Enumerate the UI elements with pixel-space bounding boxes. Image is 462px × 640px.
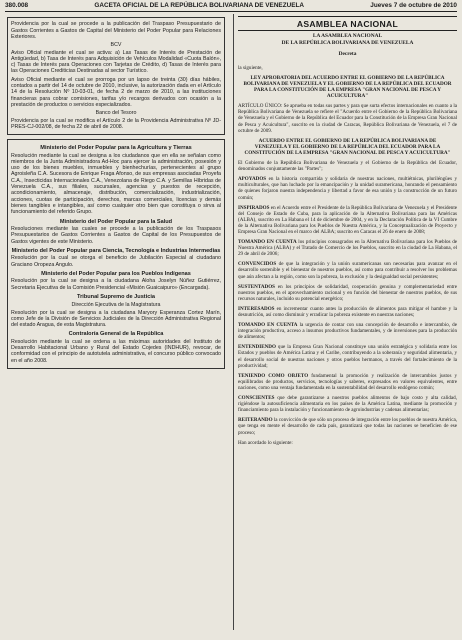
recital-text: en el Acuerdo entre el Presidente de la República Bolivariana de Venezuela y el Presidente del Consejo de Estado de Cuba, para la aplicación de la Alternativa Bolivariana para las Américas (ALBA), suscrito en La Habana el 14 de diciembre de 2004, y en la Declaración Política de la VI Cumbre de la Alternativa Bolivariana para los Pueblos de Nuestra América, y la Conceptualización de Proyecto y Empresa Gran Nacional en el marco del ALBA; suscrito en Caracas el 26 de enero de 2008; bbox=[238, 204, 457, 235]
decreta-label: Decreta bbox=[338, 50, 357, 57]
issue-date: Jueves 7 de octubre de 2010 bbox=[370, 2, 457, 9]
agreement-title: ACUERDO ENTRE EL GOBIERNO DE LA REPÚBLICA BOLIVARIANA DE VENEZUELA Y EL GOBIERNO DE LA REPÚBLICA DEL ECUADOR PARA LA CONSTITUCIÓN DE LA EMPRESA "GRAN NACIONAL DE PESCA Y ACUICULTURA" bbox=[244, 137, 451, 156]
summary-item: Resoluciones mediante las cuales se procede a la publicación de los Traspasos Presupuestarios de Gastos Corrientes a Gastos de Capital de los Presupuestos de Gastos vigentes de este Ministerio. bbox=[11, 225, 221, 245]
recital-paragraph bbox=[238, 395, 457, 413]
recital-paragraph bbox=[238, 261, 457, 279]
law-column bbox=[233, 14, 457, 630]
summary-item: Aviso Oficial mediante el cual se activa: a) Las Tasas de Interés de Prestación de Antigüedad, b) Tasa de Interés para Adquisición de Vehículos Modalidad «Cuota Balón», c) Tasas de Interés para Operaciones con Tarjetas de Crédito, d) Tasas de Interés para las Operaciones Crediticias Destinadas al sector Turístico. bbox=[11, 49, 221, 75]
section-title-banco-tesoro: Banco del Tesoro bbox=[95, 110, 137, 117]
gazette-title: GACETA OFICIAL DE LA REPÚBLICA BOLIVARIANA DE VENEZUELA bbox=[94, 2, 304, 9]
ministry-heading: Contraloría General de la República bbox=[68, 331, 164, 338]
ministry-heading: Ministerio del Poder Popular para los Pueblos Indígenas bbox=[41, 270, 191, 277]
ministry-heading: Tribunal Supremo de Justicia bbox=[76, 293, 156, 300]
recital-text: la convicción de que sólo un proceso de integración entre los pueblos de nuestra América, que tenga en mente el desarrollo de cada país, garantizará que todas las naciones se beneficien de ese proceso; bbox=[238, 417, 457, 436]
recital-lead: CONVENCIDOS bbox=[238, 261, 277, 268]
recital-text: que la Empresa Gran Nacional constituye una unión estratégica y solidaria entre los Estados y pueblos de América Latina y el Caribe, contribuyendo a la soberanía y seguridad alimentaria, y el desarrollo social de nuestras naciones y otros pueblos hermanos, a través del fortalecimiento de la productividad; bbox=[238, 344, 457, 369]
recital-lead: INSPIRADOS bbox=[238, 204, 270, 211]
recital-text: que debe garantizarse a nuestros pueblos alimentos de bajo costo y alta calidad, rigiéndose la autosuficiencia alimentaria en los países de la América Latina, mediante la promoción y financiamiento para la instalación y funcionamiento de agroindustrias y cadenas alimentarias; bbox=[238, 395, 457, 414]
section-title-bcv: BCV bbox=[110, 42, 122, 49]
siguiente-label: la siguiente, bbox=[238, 64, 263, 71]
parties-paragraph: El Gobierno de la República Bolivariana de Venezuela y el Gobierno de la República del Ecuador, denominados conjuntamente las "Partes"; bbox=[238, 160, 457, 173]
summary-item: Resolución por la cual se designa a la ciudadana Aloha Joselyn Núñez Gutiérrez, Secretaria Ejecutiva de la Comisión Presidencial «Misión Guaicaipuro» (Encargada). bbox=[11, 278, 221, 291]
ministry-heading: Ministerio del Poder Popular para Ciencia, Tecnología e Industrias Intermedias bbox=[11, 247, 221, 254]
recital-text: fundamental la promoción y realización de intercambios justos y equilibrados de productos, servicios, tecnologías y saberes, expresados en valores equivalentes, entre naciones, como una ventaja fundamentada en la sustentabilidad del desarrollo endógeno común; bbox=[238, 372, 457, 391]
ministry-subheading: Dirección Ejecutiva de la Magistratura bbox=[71, 302, 161, 309]
recital-text: en incrementar cuanto antes la producción de alimentos para mitigar el hambre y la desnutrición, así como disminuir y erradicar la pobreza existente en nuestras naciones; bbox=[238, 305, 457, 318]
recital-text: la urgencia de contar con una concepción de desarrollo e intercambio, de integración productiva, acceso a insumos productivos fundamentales, y de inversiones para la producción de alimentos; bbox=[238, 322, 457, 341]
recital-text: en los principios de solidaridad, cooperación genuina y complementariedad entre nuestros pueblos, en el aprovechamiento racional y en función del bienestar de nuestros pueblos, de sus recursos naturales, incluido su potencial energético; bbox=[238, 283, 457, 302]
summary-box-ministries bbox=[7, 139, 225, 369]
recital-text: los principios consagrados en la Alternativa Bolivariana para los Pueblos de Nuestra América (ALBA) y el Tratado de Comercio de los Pueblos, suscrito en la ciudad de La Habana, el 29 de abril de 2006; bbox=[238, 239, 457, 258]
closing-line: Han acordado lo siguiente: bbox=[238, 439, 293, 446]
recital-lead: APOYADOS bbox=[238, 176, 267, 183]
summary-item: Providencia por la cual se modifica el Artículo 2 de la Providencia Administrativa Nº JD-PRES-CJ-002/08, de fecha 22 de abril de 2008. bbox=[11, 117, 221, 130]
recital-lead: SUSTENTADOS bbox=[238, 283, 275, 290]
recital-paragraph bbox=[238, 239, 457, 257]
recital-paragraph bbox=[238, 322, 457, 340]
page-number: 380.008 bbox=[5, 2, 29, 9]
assembly-line-2: DE LA REPÚBLICA BOLIVARIANA DE VENEZUELA bbox=[281, 39, 414, 46]
recital-lead: ENTENDIENDO bbox=[238, 344, 276, 351]
ministry-heading: Ministerio del Poder Popular para la Agricultura y Tierras bbox=[40, 145, 192, 152]
recital-paragraph bbox=[238, 205, 457, 235]
law-title: LEY APROBATORIA DEL ACUERDO ENTRE EL GOBIERNO DE LA REPÚBLICA BOLIVARIANA DE VENEZUELA Y EL GOBIERNO DE LA REPÚBLICA DEL ECUADOR PARA LA CONSTITUCIÓN DE LA EMPRESA "GRAN NACIONAL DE PESCA Y ACUICULTURA" bbox=[243, 74, 452, 100]
recital-paragraph bbox=[238, 344, 457, 368]
summary-item: Resolución por la cual se designa a la ciudadana Maryory Esperanza Cortez Marín, como Jefe de la División de Servicios Judiciales de la Dirección Administrativa Regional del estado Aragua, de esta Magistratura. bbox=[11, 309, 221, 329]
summary-item: Resolución mediante la cual se ordena a las máximas autoridades del Instituto de Desarrollo Habitacional Urbano y Rural del Estado Cojedes (INDHUR), revocar, de conformidad con el principio de autotutela administrativa, el concurso público convocado en el año 2008. bbox=[11, 338, 221, 364]
ministry-heading: Ministerio del Poder Popular para la Salud bbox=[59, 218, 173, 225]
recital-lead: TOMANDO EN CUENTA bbox=[238, 322, 298, 329]
page-columns bbox=[5, 14, 457, 630]
section-title-asamblea: ASAMBLEA NACIONAL bbox=[238, 16, 457, 31]
article-unico: ARTÍCULO ÚNICO: Se aprueba en todas sus partes y para que surta efectos internacionales en cuanto a la República Bolivariana de Venezuela se refiere el "Acuerdo entre el Gobierno de la República Bolivariana de Venezuela y el Gobierno de la República del Ecuador para la Constitución de la Empresa Gran Nacional de Pesca y Acuicultura", suscrito en la ciudad de Caracas, República Bolivariana de Venezuela, el 7 de octubre de 2009. bbox=[238, 103, 457, 134]
recital-paragraph bbox=[238, 306, 457, 318]
summary-item: Resolución por la cual se otorga el beneficio de Jubilación Especial al ciudadano Graciano Oropeza Angulo. bbox=[11, 255, 221, 268]
recital-list bbox=[238, 176, 457, 435]
recital-lead: CONSCIENTES bbox=[238, 395, 275, 402]
recital-paragraph bbox=[238, 417, 457, 435]
summary-box-bcv bbox=[7, 17, 225, 135]
recital-paragraph bbox=[238, 373, 457, 391]
assembly-line-1: LA ASAMBLEA NACIONAL bbox=[312, 33, 383, 40]
recital-paragraph bbox=[238, 176, 457, 200]
summary-item: Aviso Oficial mediante el cual se prorroga por un lapso de treinta (30) días hábiles, contados a partir del 14 de octubre de 2010, inclusive, la autorización dada en el Artículo 14 de la Resolución Nº 10-03-01, de fecha 2 de marzo de 2010, a las instituciones financieras para cobrar comisiones, tarifas y/o recargos derivados con ocasión a la prestación de productos o servicios especializados. bbox=[11, 76, 221, 108]
recital-lead: REITERANDO bbox=[238, 417, 273, 424]
recital-lead: INTERESADOS bbox=[238, 305, 275, 312]
summary-intro: Providencia por la cual se procede a la publicación del Traspaso Presupuestario de Gastos Corrientes a Gastos de Capital del Ministerio del Poder Popular para Relaciones Exteriores. bbox=[11, 21, 221, 40]
recital-text: en la historia compartida y solidaria de nuestras naciones, multiétnicas, pluriléngües y multiculturales, que han luchado por la emancipación y la unidad suramericana, honrando el pensamiento de quienes forjaron nuestra independencia y libertad a favor de esa unión y la construcción de un futuro común; bbox=[238, 176, 457, 201]
recital-text: de que la integración y la unión suramericanas son necesarias para avanzar en el desarrollo sostenible y el bienestar de nuestros pueblos, así como para contribuir a resolver los problemas que aún afectan a la región, como son la pobreza, la exclusión y la desigualdad social persistentes; bbox=[238, 261, 457, 280]
recital-lead: TOMANDO EN CUENTA bbox=[238, 239, 297, 246]
recital-lead: TENIENDO COMO OBJETO bbox=[238, 372, 309, 379]
summary-column bbox=[5, 14, 229, 630]
summary-item: Resolución mediante la cual se designa a los ciudadanos que en ella se señalan como miembros de la Junta Administradora Ad-Hoc para ejercer la administración, posesión y uso de los bienes muebles, inmuebles y bienhechurías, pertenecientes al grupo Agroisleña C.A. Sucesora de Enrique Fraga Afonso, de sus empresas asociadas Proyefa C.A., Insecticidas Internacionales C.A., Venezolana de Riego C.A. y Semillas Híbridas de Venezuela C.A., sus filiales, sucursales, agencias y puestos de recepción, acondicionamiento, almacenaje, distribución, comercialización, industrialización, acciones, cuotas de participación, derechos, marcas comerciales, licencias y demás bienes tangibles e intangibles, así como cualquier otro bien que constituya o sirva al funcionamiento del referido Grupo. bbox=[11, 152, 221, 216]
recital-paragraph bbox=[238, 284, 457, 302]
page-header bbox=[5, 3, 457, 12]
